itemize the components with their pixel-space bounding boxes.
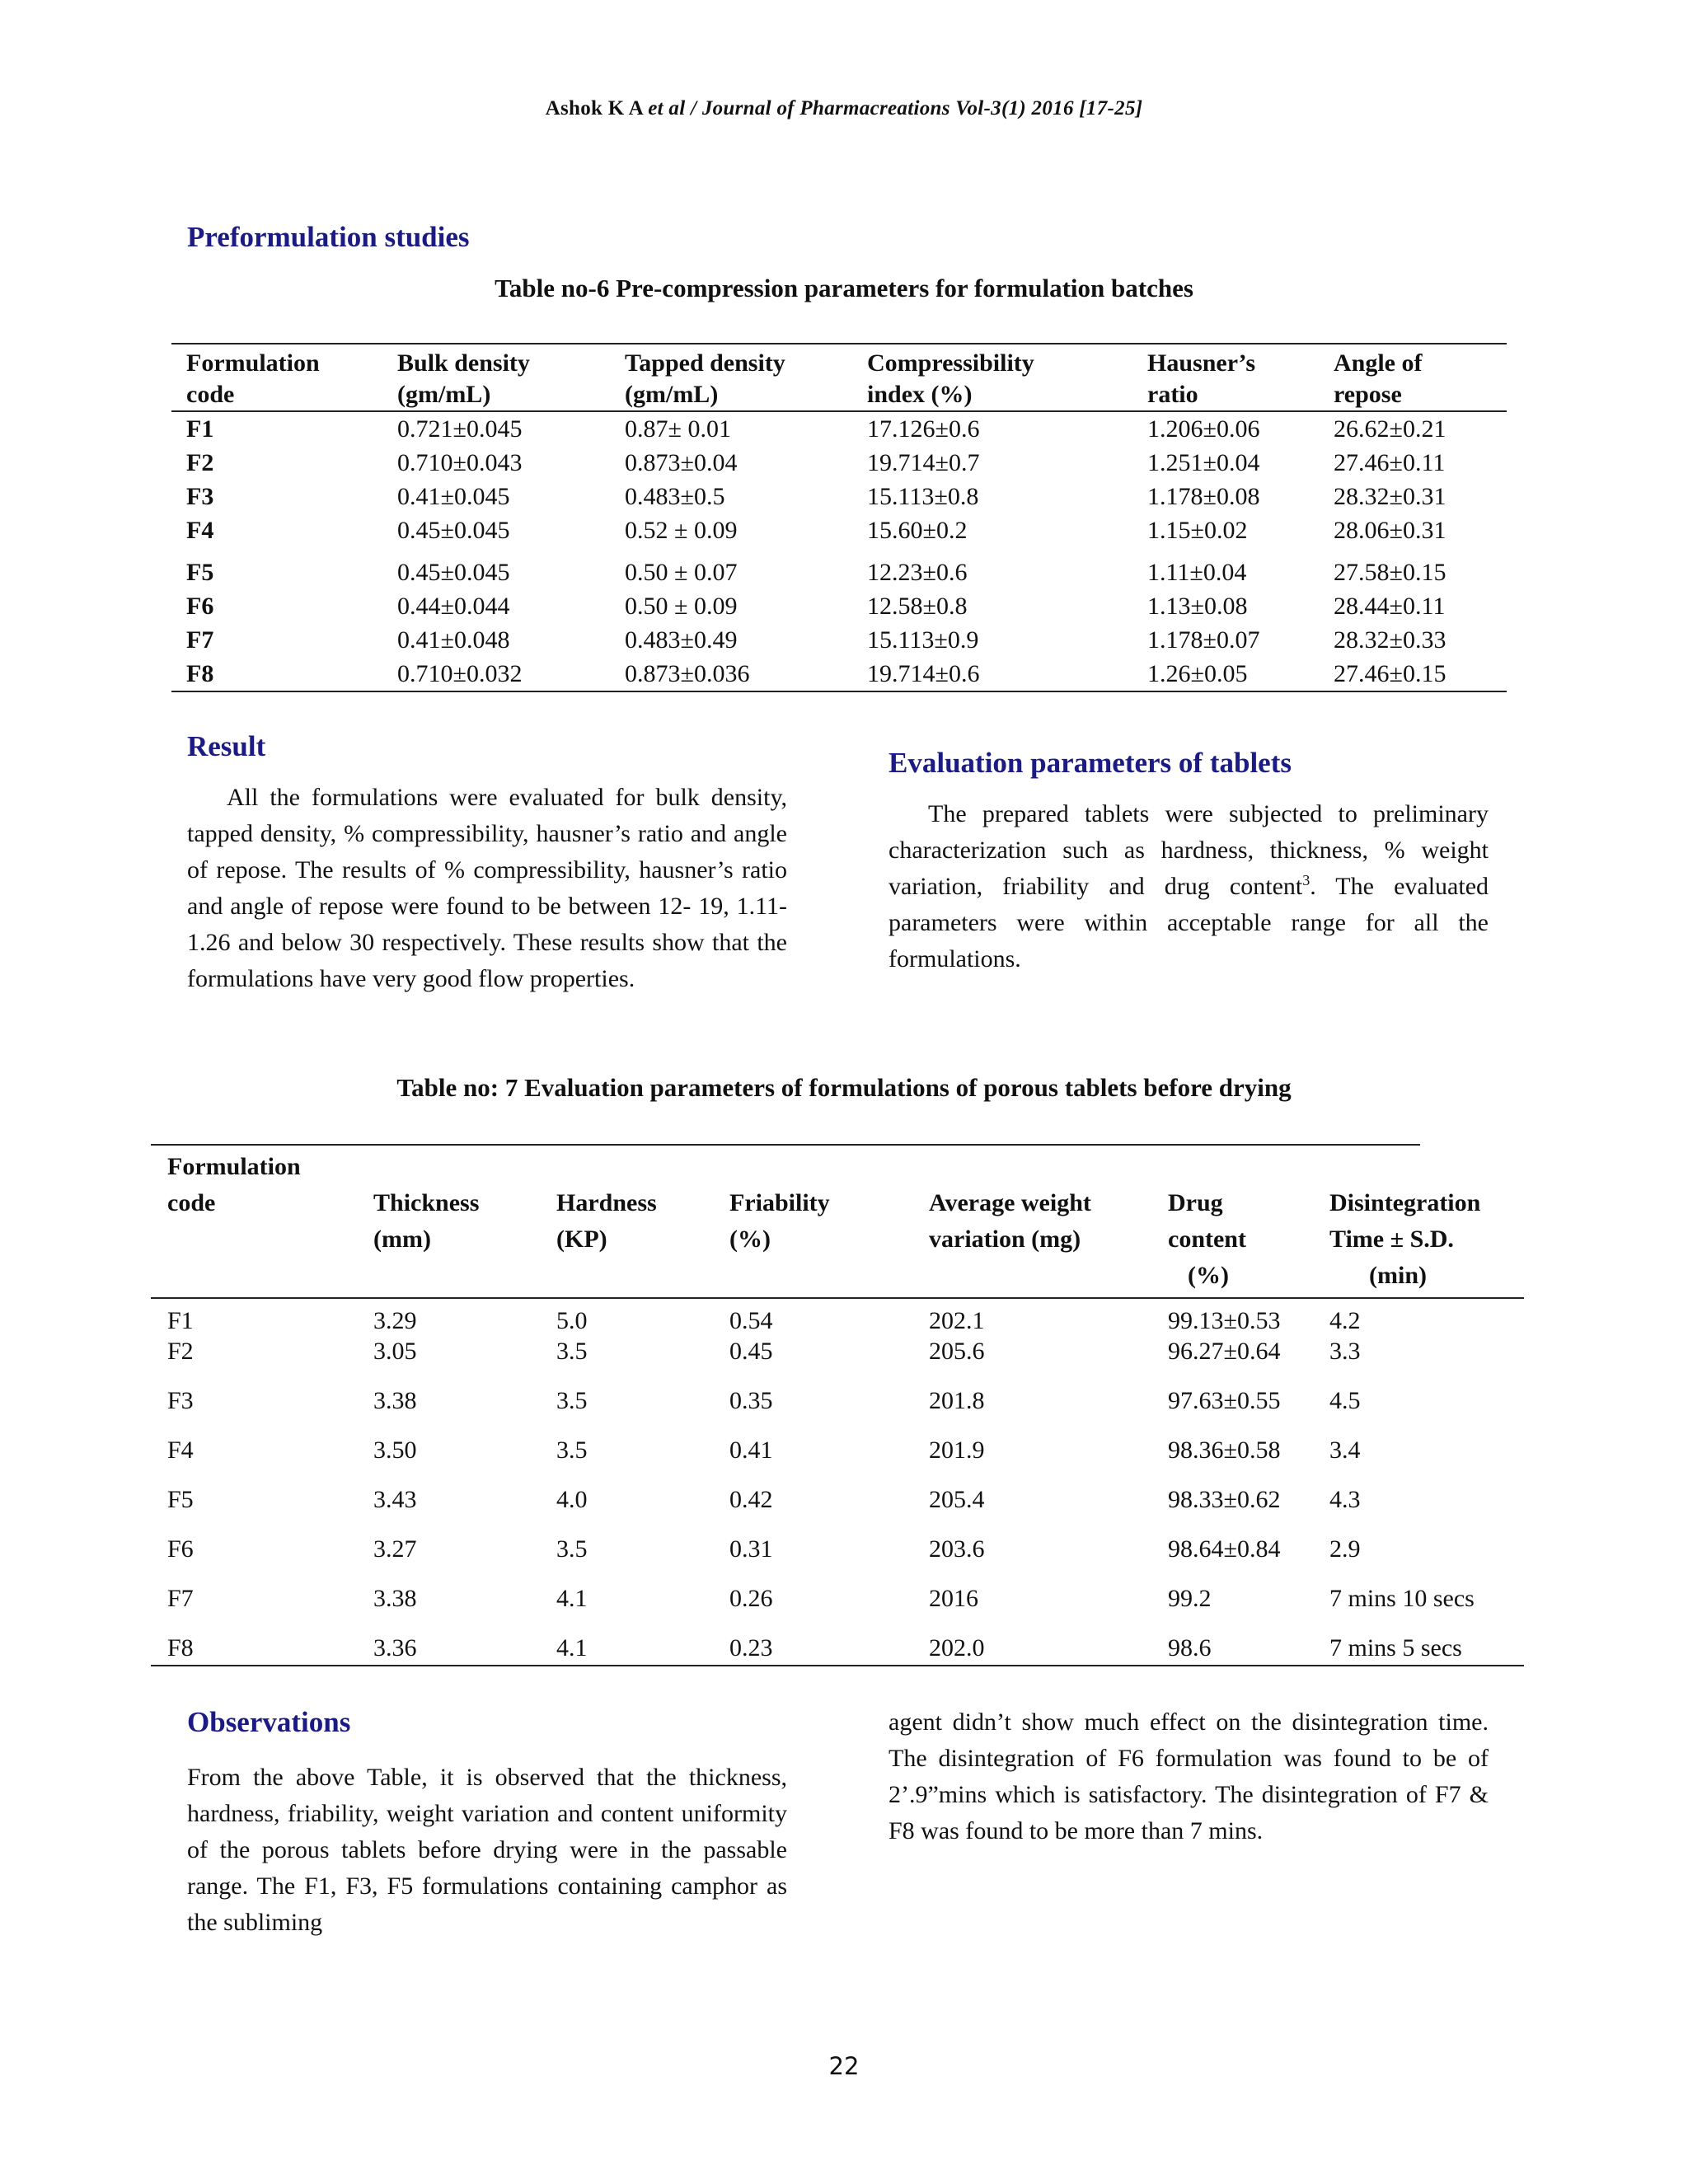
table7-header-disintegration: Disintegration Time ± S.D. (min) xyxy=(1313,1146,1524,1298)
table-cell: F1 xyxy=(167,1307,194,1334)
running-head xyxy=(0,97,1688,120)
table-cell: 3.50 xyxy=(373,1436,417,1464)
table-cell: F6 xyxy=(167,1535,194,1563)
table-cell: 15.113±0.8 xyxy=(867,483,979,510)
observations-paragraph-right: agent didn’t show much effect on the disintegration time. The disintegration of F6 formulation was found to be of 2’.9”mins which is satisfactory. The disintegration of F7 & F8 was found to be more than 7 mins. xyxy=(889,1708,1489,1844)
table-cell: 0.483±0.49 xyxy=(625,626,738,654)
table-cell: 203.6 xyxy=(929,1535,985,1563)
table-cell: F4 xyxy=(167,1436,194,1464)
table-cell: 202.1 xyxy=(929,1307,985,1334)
table-cell: 1.178±0.07 xyxy=(1147,626,1260,654)
table-cell: 0.44±0.044 xyxy=(397,593,510,620)
table-cell: F1 xyxy=(186,415,214,443)
table-cell: 7 mins 10 secs xyxy=(1329,1585,1475,1612)
table-cell: F3 xyxy=(167,1387,194,1414)
table-row xyxy=(171,547,1507,589)
table-cell: F3 xyxy=(186,483,214,510)
running-head-journal: / Journal of Pharmacreations Vol-3(1) 2016 [17-25] xyxy=(691,97,1143,120)
table-cell: 1.251±0.04 xyxy=(1147,449,1260,476)
table-cell: 28.44±0.11 xyxy=(1334,593,1446,620)
table-row xyxy=(151,1387,1524,1436)
table-cell: 0.721±0.045 xyxy=(397,415,523,443)
table-cell: 3.5 xyxy=(556,1338,588,1365)
table-cell: 3.3 xyxy=(1329,1338,1361,1365)
evaluation-heading: Evaluation parameters of tablets xyxy=(889,747,1292,779)
table-cell: 1.11±0.04 xyxy=(1147,559,1247,586)
table-row xyxy=(151,1634,1524,1666)
table7-caption: Table no: 7 Evaluation parameters of formulations of porous tablets before drying xyxy=(396,1073,1292,1102)
table-cell: 98.33±0.62 xyxy=(1168,1486,1281,1513)
table-cell: 3.38 xyxy=(373,1585,417,1612)
table-cell: 0.50 ± 0.07 xyxy=(625,559,738,586)
table-cell: 3.29 xyxy=(373,1307,417,1334)
table-cell: 19.714±0.6 xyxy=(852,657,1132,691)
table-cell: 28.32±0.33 xyxy=(1334,626,1447,654)
table-cell: 202.0 xyxy=(912,1634,1151,1666)
table-cell: 98.36±0.58 xyxy=(1168,1436,1281,1464)
table-row xyxy=(151,1535,1524,1585)
table7-header-drug: Drug content (%) xyxy=(1151,1146,1313,1298)
table-cell: 17.126±0.6 xyxy=(867,415,980,443)
table-cell: 28.32±0.31 xyxy=(1334,483,1447,510)
table-cell: 99.13±0.53 xyxy=(1168,1307,1281,1334)
table-cell: 2.9 xyxy=(1329,1535,1361,1563)
table-cell: 201.9 xyxy=(929,1436,985,1464)
result-paragraph xyxy=(187,780,787,997)
table-cell: 3.4 xyxy=(1329,1436,1361,1464)
observations-paragraph-left: From the above Table, it is observed that the thickness, hardness, friability, weight variation and content uniformity of the porous tablets before drying were in the passable range. The F1, F3, F5 formulations containing camphor as the subliming xyxy=(187,1764,787,1936)
table-cell: 1.26±0.05 xyxy=(1132,657,1319,691)
table-cell: 0.87± 0.01 xyxy=(625,415,731,443)
table6 xyxy=(171,343,1507,692)
table-cell: 4.5 xyxy=(1329,1387,1361,1414)
table-row xyxy=(171,480,1507,513)
table-row xyxy=(151,1486,1524,1535)
table-cell: F8 xyxy=(151,1634,357,1666)
table6-header-bulk: Bulk density (gm/mL) xyxy=(382,344,610,411)
table-cell: 1.206±0.06 xyxy=(1147,415,1260,443)
table-cell: 26.62±0.21 xyxy=(1334,415,1447,443)
table-cell: 0.45±0.045 xyxy=(397,559,510,586)
table-cell: 4.2 xyxy=(1329,1307,1361,1334)
table7 xyxy=(151,1146,1524,1666)
table-cell: 1.13±0.08 xyxy=(1147,593,1248,620)
table-row xyxy=(151,1436,1524,1486)
table-cell: 0.873±0.04 xyxy=(625,449,738,476)
table-cell: 0.52 ± 0.09 xyxy=(625,517,738,544)
running-head-author: Ashok K A xyxy=(545,97,643,120)
table-cell: 27.46±0.11 xyxy=(1334,449,1446,476)
table-cell: 98.6 xyxy=(1151,1634,1313,1666)
table-cell: 0.41 xyxy=(729,1436,773,1464)
table-cell: 0.50 ± 0.09 xyxy=(625,593,738,620)
table-cell: 99.2 xyxy=(1168,1585,1212,1612)
table-cell: F5 xyxy=(167,1486,194,1513)
table-cell: 0.31 xyxy=(729,1535,773,1563)
table-cell: 0.35 xyxy=(729,1387,773,1414)
table-cell: 0.710±0.032 xyxy=(382,657,610,691)
table-cell: 3.36 xyxy=(357,1634,540,1666)
table-cell: 0.23 xyxy=(713,1634,912,1666)
table-cell: 205.4 xyxy=(929,1486,985,1513)
table-cell: 0.873±0.036 xyxy=(610,657,852,691)
table-cell: 15.113±0.9 xyxy=(867,626,979,654)
table-row xyxy=(151,1298,1524,1338)
table-cell: 98.64±0.84 xyxy=(1168,1535,1281,1563)
table-cell: F8 xyxy=(171,657,382,691)
table7-header-code: Formulation code xyxy=(151,1146,357,1298)
table-cell: 0.45±0.045 xyxy=(397,517,510,544)
table-cell: 0.26 xyxy=(729,1585,773,1612)
table-cell: 97.63±0.55 xyxy=(1168,1387,1281,1414)
reference-superscript: 3 xyxy=(1302,872,1311,888)
table-cell: 12.58±0.8 xyxy=(867,593,968,620)
table-cell: F7 xyxy=(167,1585,194,1612)
table6-header-row xyxy=(171,344,1507,411)
table-cell: 1.178±0.08 xyxy=(1147,483,1260,510)
evaluation-text: The prepared tablets were subjected to preliminary characterization such as hardness, thickness, % weight variation, friability and drug content xyxy=(889,800,1489,900)
table6-header-code: Formulation code xyxy=(171,344,382,411)
page-number: 22 xyxy=(828,2052,860,2080)
table-row xyxy=(171,589,1507,623)
table-cell: 0.42 xyxy=(729,1486,773,1513)
table-row xyxy=(171,513,1507,547)
table6-header-compress: Compressibility index (%) xyxy=(852,344,1132,411)
table-row xyxy=(171,446,1507,480)
table-cell: 4.1 xyxy=(540,1634,713,1666)
table6-caption: Table no-6 Pre-compression parameters for formulation batches xyxy=(495,274,1193,302)
table-cell: 3.5 xyxy=(556,1535,588,1563)
table-cell: 3.43 xyxy=(373,1486,417,1513)
table-cell: 27.46±0.15 xyxy=(1319,657,1507,691)
table-cell: 0.483±0.5 xyxy=(625,483,725,510)
table-cell: 15.60±0.2 xyxy=(867,517,968,544)
table-row xyxy=(171,657,1507,691)
table-cell: 3.5 xyxy=(556,1436,588,1464)
table-cell: F2 xyxy=(167,1338,194,1365)
table-cell: 1.15±0.02 xyxy=(1147,517,1248,544)
table-cell: 3.27 xyxy=(373,1535,417,1563)
table-cell: 0.41±0.048 xyxy=(397,626,510,654)
table7-header-friability: Friability (%) xyxy=(713,1146,912,1298)
table-row xyxy=(151,1338,1524,1387)
table7-header-weight: Average weight variation (mg) xyxy=(912,1146,1151,1298)
table-cell: 201.8 xyxy=(929,1387,985,1414)
table-cell: F5 xyxy=(186,559,214,586)
table-cell: 28.06±0.31 xyxy=(1334,517,1447,544)
table-cell: 0.710±0.043 xyxy=(397,449,523,476)
table-cell: F7 xyxy=(186,626,214,654)
result-heading: Result xyxy=(187,730,266,762)
table7-header-thickness: Thickness (mm) xyxy=(357,1146,540,1298)
table-cell: 2016 xyxy=(929,1585,978,1612)
table-cell: 0.41±0.045 xyxy=(397,483,510,510)
table-cell: 27.58±0.15 xyxy=(1334,559,1447,586)
table-cell: F6 xyxy=(186,593,214,620)
table-cell: 3.38 xyxy=(373,1387,417,1414)
table-cell: 205.6 xyxy=(929,1338,985,1365)
result-text: All the formulations were evaluated for bulk density, tapped density, % compressibility, hausner’s ratio and angle of repose. The results of % compressibility, hausner’s ratio and angle of repose were found to be between 12- 19, 1.11-1.26 and below 30 respectively. These results show that the formulations have very good flow properties. xyxy=(187,784,787,992)
table6-header-hausner: Hausner’s ratio xyxy=(1132,344,1319,411)
table-cell: 5.0 xyxy=(556,1307,588,1334)
table-cell: 4.3 xyxy=(1329,1486,1361,1513)
evaluation-text-cont: . The evaluated parameters were within acceptable range for all the formulations. xyxy=(889,873,1489,972)
preformulation-heading: Preformulation studies xyxy=(187,221,470,253)
table-cell: 0.45 xyxy=(729,1338,773,1365)
table-cell: 7 mins 5 secs xyxy=(1313,1634,1524,1666)
table7-header-hardness: Hardness (KP) xyxy=(540,1146,713,1298)
table-row xyxy=(151,1585,1524,1634)
table-cell: 4.0 xyxy=(556,1486,588,1513)
evaluation-paragraph xyxy=(889,796,1489,977)
running-head-etal: et al xyxy=(648,97,686,120)
table-cell: 0.54 xyxy=(729,1307,773,1334)
table7-header-row xyxy=(151,1146,1524,1298)
table6-header-tapped: Tapped density (gm/mL) xyxy=(610,344,852,411)
table-cell: 19.714±0.7 xyxy=(867,449,980,476)
table-cell: 96.27±0.64 xyxy=(1168,1338,1281,1365)
table-row xyxy=(171,623,1507,657)
table-cell: 4.1 xyxy=(556,1585,588,1612)
observations-heading: Observations xyxy=(187,1706,351,1738)
table-cell: 12.23±0.6 xyxy=(867,559,968,586)
table-cell: 3.05 xyxy=(373,1338,417,1365)
table-cell: 3.5 xyxy=(556,1387,588,1414)
table6-header-repose: Angle of repose xyxy=(1319,344,1507,411)
table-row xyxy=(171,411,1507,446)
table-cell: F4 xyxy=(186,517,214,544)
table-cell: F2 xyxy=(186,449,214,476)
